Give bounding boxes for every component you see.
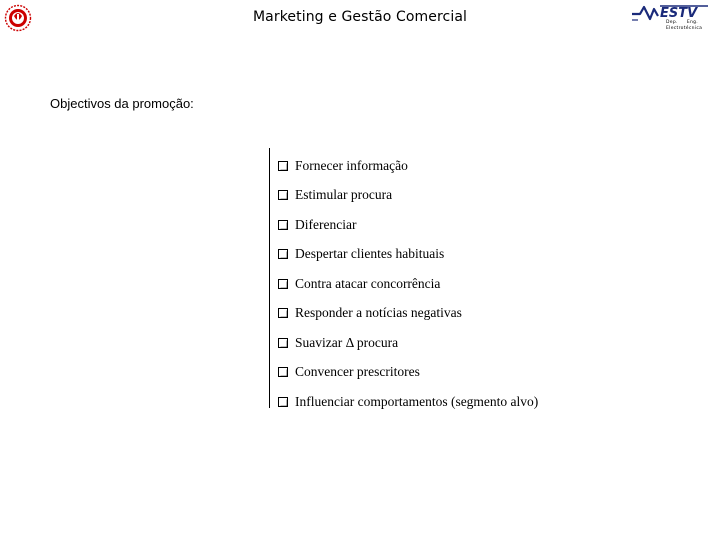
logo-caption (666, 20, 720, 31)
logo-caption-dep: Dep. (666, 20, 678, 25)
checkbox-icon (278, 161, 288, 171)
objective-text: Suavizar Δ procura (295, 334, 399, 350)
list-item (278, 358, 538, 388)
list-item (278, 328, 538, 358)
checkbox-icon (278, 397, 288, 407)
list-item (278, 387, 538, 417)
list-item (278, 240, 538, 270)
logo-caption-dept: Electrotécnica (666, 25, 703, 31)
objective-text: Despertar clientes habituais (295, 246, 445, 262)
objective-text: Fornecer informação (295, 157, 408, 173)
section-heading: Objectivos da promoção: (50, 96, 194, 111)
logo-wordmark: ESTV (660, 6, 698, 21)
objective-text: Estimular procura (295, 187, 393, 203)
objectives-list (278, 151, 538, 417)
vertical-divider (269, 148, 270, 408)
list-item (278, 151, 538, 181)
objective-text: Diferenciar (295, 216, 357, 232)
checkbox-icon (278, 279, 288, 289)
list-item (278, 181, 538, 211)
logo-caption-eng: Eng. (686, 20, 698, 25)
objective-text: Contra atacar concorrência (295, 275, 441, 291)
objective-text: Responder a notícias negativas (295, 305, 462, 321)
checkbox-icon (278, 338, 288, 348)
checkbox-icon (278, 220, 288, 230)
checkbox-icon (278, 308, 288, 318)
objective-text: Influenciar comportamentos (segmento alvo) (295, 393, 539, 409)
list-item (278, 299, 538, 329)
list-item (278, 210, 538, 240)
objective-text: Convencer prescritores (295, 364, 420, 380)
checkbox-icon (278, 249, 288, 259)
checkbox-icon (278, 190, 288, 200)
checkbox-icon (278, 367, 288, 377)
page-title: Marketing e Gestão Comercial (252, 9, 468, 25)
list-item (278, 269, 538, 299)
